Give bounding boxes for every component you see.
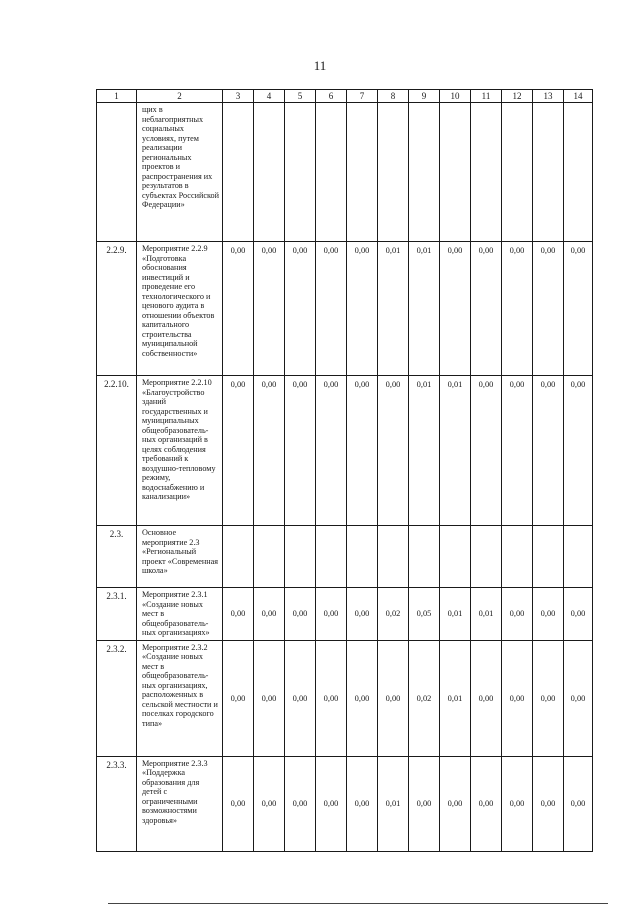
value-cell: 0,00 (223, 376, 254, 526)
value-cell (533, 526, 564, 588)
value-cell: 0,00 (316, 376, 347, 526)
row-code: 2.3.2. (97, 640, 137, 756)
row-name: Мероприятие 2.2.9 «Подготовка обоснования инвестиций и проведение его технологического и ценового аудита в отношении объектов капитального строительства муниципальной собственности» (137, 242, 223, 376)
column-header: 14 (564, 90, 593, 103)
row-name: Мероприятие 2.3.1 «Создание новых мест в общеобразователь-ных организациях» (137, 588, 223, 641)
value-cell: 0,00 (502, 588, 533, 641)
value-cell (564, 103, 593, 242)
value-cell (440, 526, 471, 588)
value-cell: 0,00 (564, 640, 593, 756)
value-cell: 0,00 (285, 640, 316, 756)
value-cell: 0,00 (502, 376, 533, 526)
value-cell (378, 103, 409, 242)
value-cell: 0,00 (223, 588, 254, 641)
value-cell: 0,05 (409, 588, 440, 641)
value-cell: 0,00 (316, 242, 347, 376)
row-code: 2.3.3. (97, 756, 137, 851)
value-cell: 0,00 (347, 756, 378, 851)
value-cell (316, 526, 347, 588)
value-cell (502, 526, 533, 588)
value-cell: 0,00 (285, 756, 316, 851)
table-row (97, 526, 593, 588)
value-cell: 0,00 (533, 756, 564, 851)
table-row (97, 242, 593, 376)
column-header: 13 (533, 90, 564, 103)
value-cell: 0,00 (471, 756, 502, 851)
column-header: 3 (223, 90, 254, 103)
value-cell: 0,00 (564, 756, 593, 851)
value-cell (285, 103, 316, 242)
value-cell: 0,01 (471, 588, 502, 641)
value-cell (285, 526, 316, 588)
value-cell: 0,00 (285, 242, 316, 376)
column-header: 1 (97, 90, 137, 103)
row-name: щих в неблагоприятных социальных условиях, путем реализации региональных проектов и распространения их результатов в субъектах Российской Федерации» (137, 103, 223, 242)
value-cell: 0,00 (285, 376, 316, 526)
row-code: 2.2.9. (97, 242, 137, 376)
page-bottom-rule (108, 903, 608, 904)
value-cell: 0,00 (254, 640, 285, 756)
table-row (97, 756, 593, 851)
table-row (97, 588, 593, 641)
value-cell: 0,00 (378, 640, 409, 756)
value-cell: 0,00 (564, 376, 593, 526)
value-cell: 0,00 (533, 376, 564, 526)
value-cell: 0,00 (378, 376, 409, 526)
value-cell: 0,01 (409, 242, 440, 376)
row-code: 2.2.10. (97, 376, 137, 526)
value-cell (440, 103, 471, 242)
value-cell: 0,00 (502, 756, 533, 851)
row-name: Мероприятие 2.3.2 «Создание новых мест в общеобразователь-ных организациях, расположенных в сельской местности и поселках городского типа» (137, 640, 223, 756)
data-table (96, 89, 593, 852)
column-header: 5 (285, 90, 316, 103)
value-cell: 0,00 (347, 640, 378, 756)
value-cell (347, 526, 378, 588)
value-cell (254, 526, 285, 588)
value-cell: 0,00 (285, 588, 316, 641)
header-row (97, 90, 593, 103)
value-cell (564, 526, 593, 588)
value-cell: 0,00 (533, 242, 564, 376)
row-name: Мероприятие 2.3.3 «Поддержка образования для детей с ограниченными возможностями здоровья» (137, 756, 223, 851)
value-cell (223, 526, 254, 588)
value-cell (471, 103, 502, 242)
value-cell: 0,00 (440, 756, 471, 851)
value-cell (378, 526, 409, 588)
table-row (97, 640, 593, 756)
page-number: 11 (313, 58, 327, 73)
value-cell (533, 103, 564, 242)
value-cell: 0,00 (254, 376, 285, 526)
table-row (97, 103, 593, 242)
row-code: 2.3. (97, 526, 137, 588)
value-cell: 0,00 (254, 588, 285, 641)
value-cell (409, 526, 440, 588)
column-header: 10 (440, 90, 471, 103)
value-cell: 0,00 (254, 242, 285, 376)
value-cell (254, 103, 285, 242)
value-cell: 0,00 (223, 640, 254, 756)
value-cell: 0,01 (440, 640, 471, 756)
row-code: 2.3.1. (97, 588, 137, 641)
column-header: 2 (137, 90, 223, 103)
column-header: 12 (502, 90, 533, 103)
value-cell: 0,00 (223, 242, 254, 376)
value-cell: 0,00 (316, 756, 347, 851)
value-cell: 0,00 (502, 640, 533, 756)
value-cell: 0,00 (471, 376, 502, 526)
row-name: Мероприятие 2.2.10 «Благоустройство зданий государственных и муниципальных общеобразователь-ных организаций в целях соблюдения требований к воздушно-тепловому режиму, водоснабжению и канализации» (137, 376, 223, 526)
column-header: 8 (378, 90, 409, 103)
value-cell (316, 103, 347, 242)
value-cell: 0,00 (254, 756, 285, 851)
value-cell: 0,00 (316, 588, 347, 641)
value-cell: 0,00 (471, 242, 502, 376)
value-cell: 0,00 (440, 242, 471, 376)
value-cell: 0,00 (564, 242, 593, 376)
row-code (97, 103, 137, 242)
value-cell: 0,00 (223, 756, 254, 851)
value-cell (502, 103, 533, 242)
value-cell: 0,00 (347, 588, 378, 641)
value-cell: 0,00 (502, 242, 533, 376)
column-header: 11 (471, 90, 502, 103)
value-cell: 0,00 (533, 588, 564, 641)
table-row (97, 376, 593, 526)
column-header: 9 (409, 90, 440, 103)
row-name: Основное мероприятие 2.3 «Региональный проект «Современная школа» (137, 526, 223, 588)
value-cell: 0,00 (471, 640, 502, 756)
column-header: 4 (254, 90, 285, 103)
value-cell (347, 103, 378, 242)
column-header: 7 (347, 90, 378, 103)
value-cell (223, 103, 254, 242)
value-cell: 0,00 (409, 756, 440, 851)
column-header: 6 (316, 90, 347, 103)
value-cell: 0,02 (378, 588, 409, 641)
value-cell: 0,00 (347, 376, 378, 526)
value-cell: 0,00 (316, 640, 347, 756)
value-cell: 0,01 (378, 242, 409, 376)
value-cell: 0,00 (533, 640, 564, 756)
value-cell: 0,01 (440, 588, 471, 641)
value-cell: 0,00 (564, 588, 593, 641)
value-cell: 0,00 (347, 242, 378, 376)
value-cell (471, 526, 502, 588)
value-cell: 0,01 (409, 376, 440, 526)
value-cell: 0,01 (440, 376, 471, 526)
value-cell: 0,02 (409, 640, 440, 756)
value-cell: 0,01 (378, 756, 409, 851)
value-cell (409, 103, 440, 242)
